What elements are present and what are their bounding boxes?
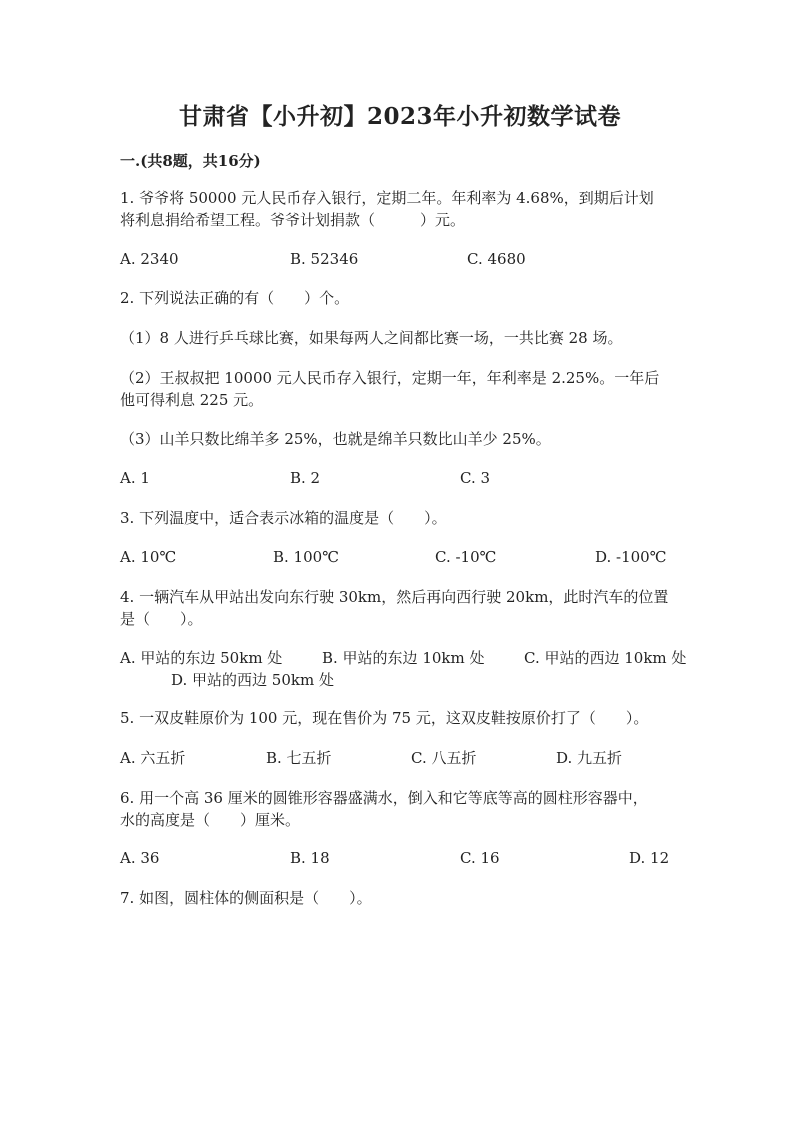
section-heading: 一.(共8题，共16分) (120, 152, 261, 170)
q4-stem-line2: 是（ ）。 (120, 610, 203, 628)
q5-option-d: D. 九五折 (556, 749, 623, 767)
q4-option-d: D. 甲站的西边 50km 处 (171, 671, 334, 689)
q3-option-d: D. -100℃ (595, 548, 667, 566)
q2-statement-2-line1: （2）王叔叔把 10000 元人民币存入银行，定期一年，年利率是 2.25%。一年后 (120, 369, 660, 387)
q4-stem-line1: 4. 一辆汽车从甲站出发向东行驶 30km，然后再向西行驶 20km，此时汽车的位置 (120, 588, 669, 606)
q1-stem-line1: 1. 爷爷将 50000 元人民币存入银行，定期二年。年利率为 4.68%，到期后计划 (120, 189, 654, 207)
q4-option-b: B. 甲站的东边 10km 处 (322, 649, 485, 667)
q3-option-c: C. -10℃ (435, 548, 497, 566)
q5-option-b: B. 七五折 (266, 749, 332, 767)
q5-option-c: C. 八五折 (411, 749, 477, 767)
q3-stem: 3. 下列温度中，适合表示冰箱的温度是（ ）。 (120, 509, 447, 527)
q1-option-b: B. 52346 (290, 250, 359, 268)
q6-option-a: A. 36 (120, 849, 160, 867)
q3-option-b: B. 100℃ (273, 548, 339, 566)
q6-option-b: B. 18 (290, 849, 330, 867)
q2-statement-3: （3）山羊只数比绵羊多 25%，也就是绵羊只数比山羊少 25%。 (120, 430, 551, 448)
q1-stem-line2: 将利息捐给希望工程。爷爷计划捐款（ ）元。 (120, 211, 466, 229)
q2-stem: 2. 下列说法正确的有（ ）个。 (120, 289, 350, 307)
q2-option-c: C. 3 (460, 469, 491, 487)
q1-option-a: A. 2340 (120, 250, 179, 268)
q7-stem: 7. 如图，圆柱体的侧面积是（ ）。 (120, 889, 372, 907)
page-title: 甘肃省【小升初】2023年小升初数学试卷 (178, 103, 621, 130)
q2-statement-2-line2: 他可得利息 225 元。 (120, 391, 264, 409)
q4-option-c: C. 甲站的西边 10km 处 (524, 649, 687, 667)
q5-option-a: A. 六五折 (120, 749, 186, 767)
q2-option-b: B. 2 (290, 469, 321, 487)
q1-option-c: C. 4680 (467, 250, 526, 268)
q5-stem: 5. 一双皮鞋原价为 100 元，现在售价为 75 元，这双皮鞋按原价打了（ ）。 (120, 709, 649, 727)
q6-option-c: C. 16 (460, 849, 500, 867)
q2-option-a: A. 1 (120, 469, 150, 487)
q6-stem-line1: 6. 用一个高 36 厘米的圆锥形容器盛满水，倒入和它等底等高的圆柱形容器中， (120, 789, 648, 807)
q4-option-a: A. 甲站的东边 50km 处 (120, 649, 283, 667)
q3-option-a: A. 10℃ (120, 548, 177, 566)
q6-stem-line2: 水的高度是（ ）厘米。 (120, 811, 301, 829)
q2-statement-1: （1）8 人进行乒乓球比赛，如果每两人之间都比赛一场，一共比赛 28 场。 (120, 329, 623, 347)
q6-option-d: D. 12 (629, 849, 670, 867)
